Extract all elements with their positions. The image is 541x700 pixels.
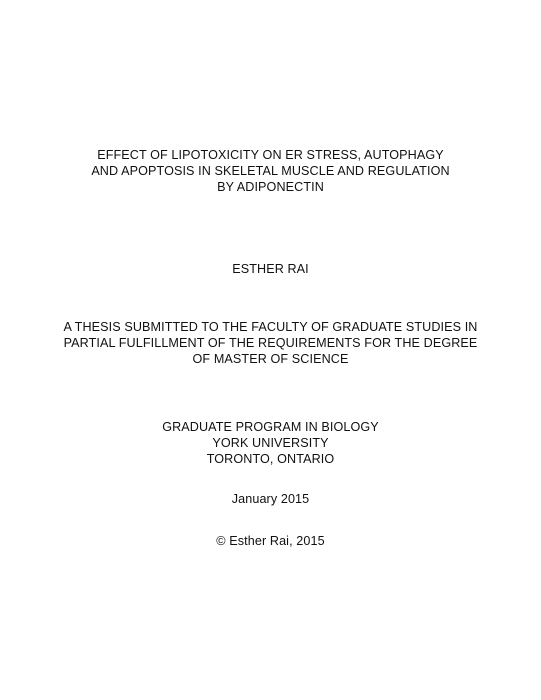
author-name	[40, 261, 501, 277]
program-line-2: YORK UNIVERSITY	[212, 436, 329, 450]
thesis-statement-line-2: PARTIAL FULFILLMENT OF THE REQUIREMENTS FOR THE DEGREE	[63, 336, 478, 350]
copyright-line: © Esther Rai, 2015	[216, 534, 325, 548]
program-line-3: TORONTO, ONTARIO	[206, 452, 335, 466]
program-line-1: GRADUATE PROGRAM IN BIOLOGY	[162, 420, 379, 434]
author-line: ESTHER RAI	[232, 262, 309, 276]
thesis-statement	[40, 319, 501, 367]
program-affiliation	[40, 419, 501, 467]
title-line-1: EFFECT OF LIPOTOXICITY ON ER STRESS, AUTOPHAGY	[97, 148, 444, 162]
title-line-2: AND APOPTOSIS IN SKELETAL MUSCLE AND REGULATION	[91, 164, 450, 178]
copyright-notice	[40, 533, 501, 549]
title-line-3: BY ADIPONECTIN	[217, 180, 324, 194]
thesis-statement-line-3: OF MASTER OF SCIENCE	[192, 352, 349, 366]
thesis-statement-line-1: A THESIS SUBMITTED TO THE FACULTY OF GRADUATE STUDIES IN	[63, 320, 478, 334]
thesis-title	[40, 147, 501, 195]
submission-date	[40, 491, 501, 507]
date-line: January 2015	[231, 492, 310, 506]
